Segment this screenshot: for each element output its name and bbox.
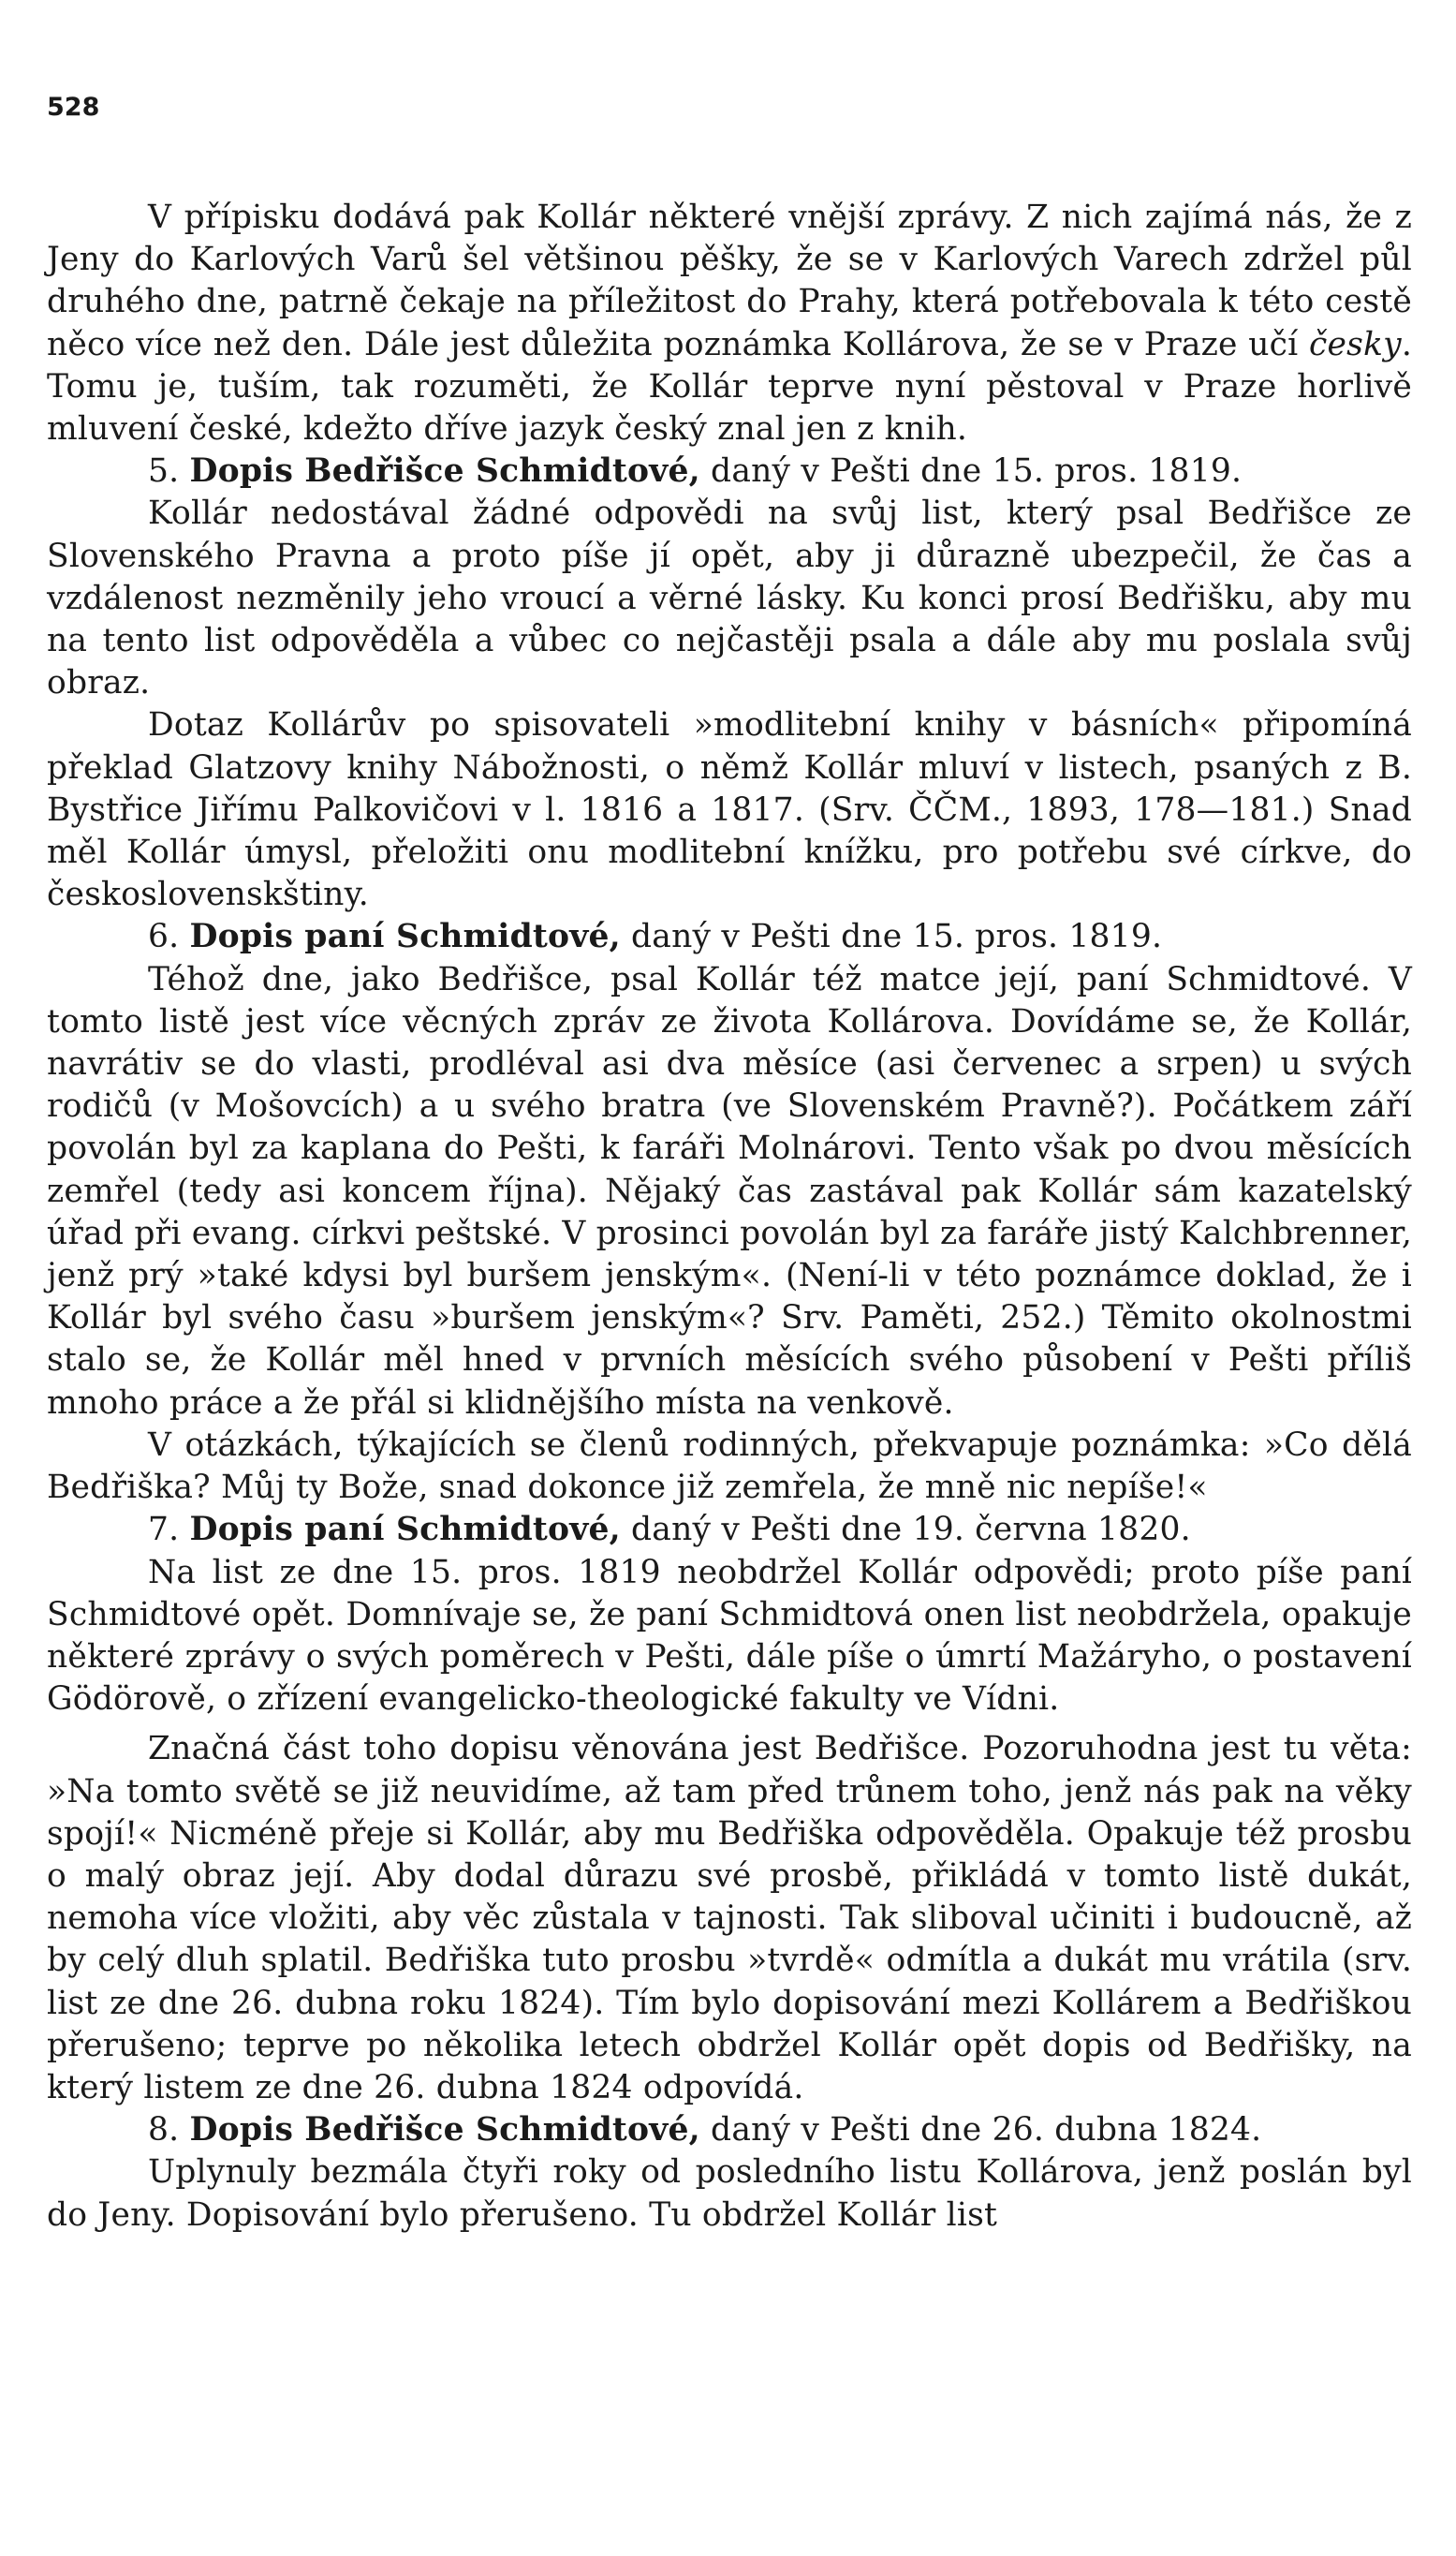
heading-number: 8. [148,2111,190,2150]
paragraph-intro [47,197,1412,451]
heading-title: Dopis paní Schmidtové, [189,918,621,956]
heading-date: daný v Pešti dne 15. pros. 1819. [699,452,1243,491]
heading-title: Dopis paní Schmidtové, [189,1511,621,1549]
section-heading-5 [47,451,1412,493]
section-heading-6 [47,916,1412,958]
heading-title: Dopis Bedřišce Schmidtové, [189,2111,700,2150]
paragraph-family-questions: V otázkách, týkajících se členů rodinných, překvapuje poznámka: »Co dělá Bedřiška? Můj ty Bože, snad dokonce již zemřela, že mně nic nepíše!« [47,1426,1412,1507]
heading-number: 6. [148,918,190,956]
paragraph-life-news: Téhož dne, jako Bedřišce, psal Kollár též matce její, paní Schmidtové. V tomto listě jest více věcných zpráv ze života Kollárova. Dovídáme se, že Kollár, navrátiv se do vlasti, prodléval asi dva měsíce (asi červenec a srpen) u svých rodičů (v Mošovcích) a u svého bratra (ve Slovenském Pravně?). Počátkem září povolán byl za kaplana do Pešti, k faráři Molnárovi. Tento však po dvou měsících zemřel (tedy asi koncem října). Nějaký čas zastával pak Kollár sám kazatelský úřad při evang. církvi peštské. V prosinci povolán byl za faráře jistý Kalchbrenner, jenž prý »také kdysi byl buršem jenským«. (Není-li v této poznámce doklad, že i Kollár byl svého času »buršem jenským«? Srv. Paměti, 252.) Těmito okolnostmi stalo se, že Kollár měl hned v prvních měsících svého působení v Pešti příliš mnoho práce a že přál si klidnějšího místa na venkově. [47,960,1412,1422]
heading-date: daný v Pešti dne 19. června 1820. [620,1511,1191,1549]
heading-title: Dopis Bedřišce Schmidtové, [189,452,700,491]
heading-date: daný v Pešti dne 26. dubna 1824. [699,2111,1262,2150]
paragraph-second-letter: Na list ze dne 15. pros. 1819 neobdržel Kollár odpovědi; proto píše paní Schmidtové opět. Domnívaje se, že paní Schmidtová onen list neobdržela, opakuje některé zprávy o svých poměrech v Pešti, dále píše o úmrtí Mažáryho, o postavení Gödörově, o zřízení evangelicko-theologické fakulty ve Vídni. [47,1553,1412,1719]
heading-date: daný v Pešti dne 15. pros. 1819. [620,918,1163,956]
heading-number: 5. [148,452,190,491]
paragraph-bedriska: Značná část toho dopisu věnována jest Bedřišce. Pozoruhodna jest tu věta: »Na tomto světě se již neuvidíme, až tam před trůnem toho, jenž nás pak na věky spojí!« Nicméně přeje si Kollár, aby mu Bedřiška odpověděla. Opakuje též prosbu o malý obraz její. Aby dodal důrazu své prosbě, přikládá v tomto listě dukát, nemoha více vložiti, aby věc zůstala v tajnosti. Tak sliboval učiniti i budoucně, až by celý dluh splatil. Bedřiška tuto prosbu »tvrdě« odmítla a dukát mu vrátila (srv. list ze dne 26. dubna roku 1824). Tím bylo dopisování mezi Kollárem a Bedřiškou přerušeno; teprve po několika letech obdržel Kollár opět dopis od Bedřišky, na který listem ze dne 26. dubna 1824 odpovídá. [47,1730,1412,2106]
paragraph-four-years: Uplynuly bezmála čtyři roky od posledního listu Kollárova, jenž poslán byl do Jeny. Dopisování bylo přerušeno. Tu obdržel Kollár list [47,2153,1412,2234]
heading-number: 7. [148,1511,190,1549]
emphasis-cesky: česky [1308,325,1402,363]
paragraph-text: V přípisku dodává pak Kollár některé vnější zprávy. Z nich zajímá nás, že z Jeny do Karlových Varů šel většinou pěšky, že se v Karlových Varech zdržel půl druhého dne, patrně čekaje na příležitost do Prahy, která potřebovala k této cestě něco více než den. Dále jest důležita poznámka Kollárova, že se v Praze učí [47,199,1412,363]
paragraph-no-reply: Kollár nedostával žádné odpovědi na svůj list, který psal Bedřišce ze Slovenského Pravna a proto píše jí opět, aby ji důrazně ubezpečil, že čas a vzdálenost nezměnily jeho vroucí a věrné lásky. Ku konci prosí Bedřišku, aby mu na tento list odpověděla a vůbec co nejčastěji psala a dále aby mu poslala svůj obraz. [47,495,1412,702]
page-number: 528 [47,93,100,122]
paragraph-prayer-book: Dotaz Kollárův po spisovateli »modlitební knihy v básních« připomíná překlad Glatzovy knihy Nábožnosti, o němž Kollár mluví v listech, psaných z B. Bystřice Jiřímu Palkovičovi v l. 1816 a 1817. (Srv. ČČM., 1893, 178—181.) Snad měl Kollár úmysl, přeložiti onu modlitební knížku, pro potřebu své církve, do československštiny. [47,706,1412,914]
paragraph-text-continued: . Tomu je, tuším, tak rozuměti, že Kollár teprve nyní pěstoval v Praze horlivě mluvení české, kdežto dříve jazyk český znal jen z knih. [47,325,1412,449]
section-heading-8 [47,2109,1412,2151]
section-heading-7 [47,1509,1412,1551]
page-body [47,197,1412,2237]
